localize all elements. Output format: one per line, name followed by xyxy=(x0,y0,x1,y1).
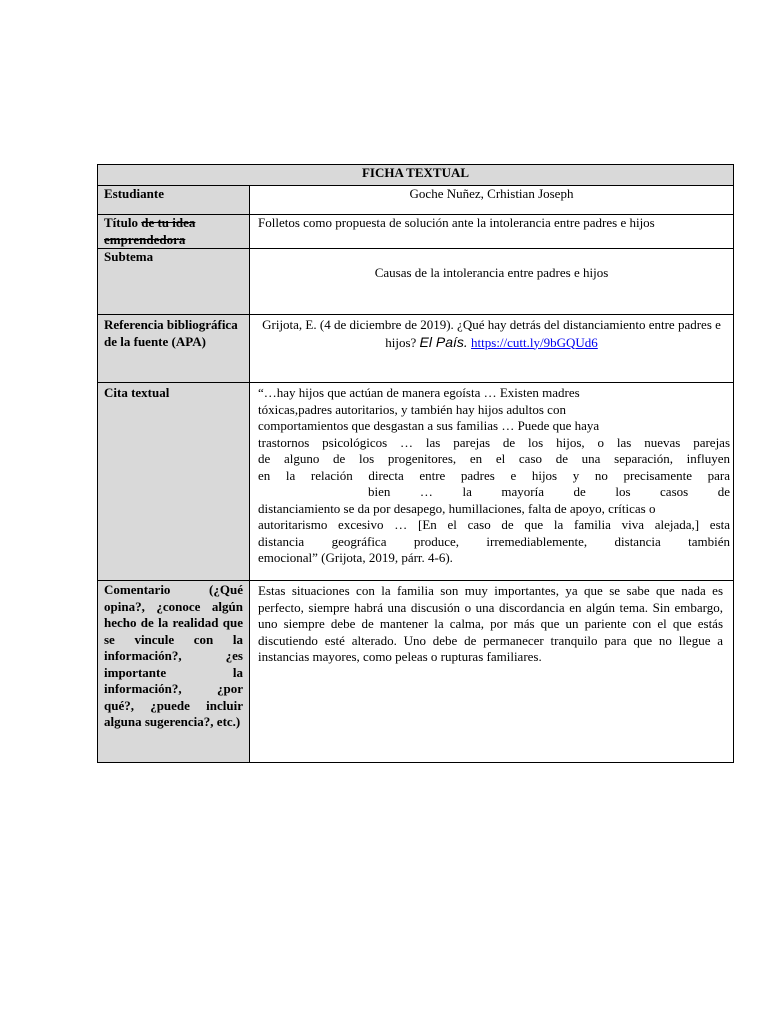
estudiante-row xyxy=(98,186,734,215)
cita-line: bien … la mayoría de los casos de xyxy=(368,484,731,499)
cita-line: de alguno de los progenitores, en el caso de una separación, influyen xyxy=(258,451,731,466)
titulo-label xyxy=(98,215,250,249)
estudiante-label: Estudiante xyxy=(98,186,250,215)
comentario-value: Estas situaciones con la familia son muy importantes, ya que se sabe que nada es perfecto, siempre habrá una discusión o una discordancia en algún tema. Sin embargo, uno siempre debe de mantener la calma, por más que un pariente con el que estás discutiendo esté alterado. Uno debe de permanecer tranquilo para que no llegue a instancias mayores, como peleas o rupturas familiares. xyxy=(250,581,734,763)
ficha-textual-table xyxy=(97,164,734,763)
titulo-label-text: Título xyxy=(104,215,138,230)
referencia-row xyxy=(98,315,734,383)
table-header: FICHA TEXTUAL xyxy=(98,165,734,186)
cita-line: “…hay hijos que actúan de manera egoísta … Existen madres xyxy=(258,385,580,400)
titulo-label-struck: de tu idea emprendedora xyxy=(104,215,196,247)
estudiante-value: Goche Nuñez, Crhistian Joseph xyxy=(250,186,734,215)
referencia-text: Grijota, E. (4 de diciembre de 2019). ¿Qué hay detrás del distanciamiento entre padres e hijos? xyxy=(262,317,721,350)
cita-line: tóxicas,padres autoritarios, y también hay hijos adultos con xyxy=(258,401,566,417)
cita-line: trastornos psicológicos … las parejas de los hijos, o las nuevas parejas xyxy=(258,434,731,450)
cita-line: emocional” (Grijota, 2019, párr. 4-6). xyxy=(258,550,453,565)
cita-line: en la relación directa entre padres e hijos y no precisamente para xyxy=(258,467,731,483)
titulo-row xyxy=(98,215,734,249)
subtema-value: Causas de la intolerancia entre padres e hijos xyxy=(250,249,734,315)
cita-line: comportamientos que desgastan a sus familias … Puede que haya xyxy=(258,418,600,433)
subtema-row xyxy=(98,249,734,315)
cita-row xyxy=(98,383,734,581)
cita-text xyxy=(258,385,730,567)
titulo-value: Folletos como propuesta de solución ante la intolerancia entre padres e hijos xyxy=(250,215,734,249)
comentario-row xyxy=(98,581,734,763)
subtema-label: Subtema xyxy=(98,249,250,315)
cita-value xyxy=(250,383,734,581)
cita-line: distancia geográfica produce, irremediablemente, distancia también xyxy=(258,533,731,549)
referencia-publication: El País. xyxy=(419,333,468,350)
header-row xyxy=(98,165,734,186)
cita-line: distanciamiento se da por desapego, humillaciones, falta de apoyo, críticas o xyxy=(258,500,656,516)
referencia-label: Referencia bibliográfica de la fuente (APA) xyxy=(98,315,250,383)
comentario-label: Comentario (¿Qué opina?, ¿conoce algún hecho de la realidad que se vincule con la información?, ¿es importante la información?, ¿por qué?, ¿puede incluir alguna sugerencia?, etc.) xyxy=(98,581,250,763)
cita-label: Cita textual xyxy=(98,383,250,581)
referencia-value xyxy=(250,315,734,383)
referencia-link[interactable]: https://cutt.ly/9bGQUd6 xyxy=(471,334,598,350)
cita-line: autoritarismo excesivo … [En el caso de que la familia viva alejada,] esta xyxy=(258,517,731,532)
